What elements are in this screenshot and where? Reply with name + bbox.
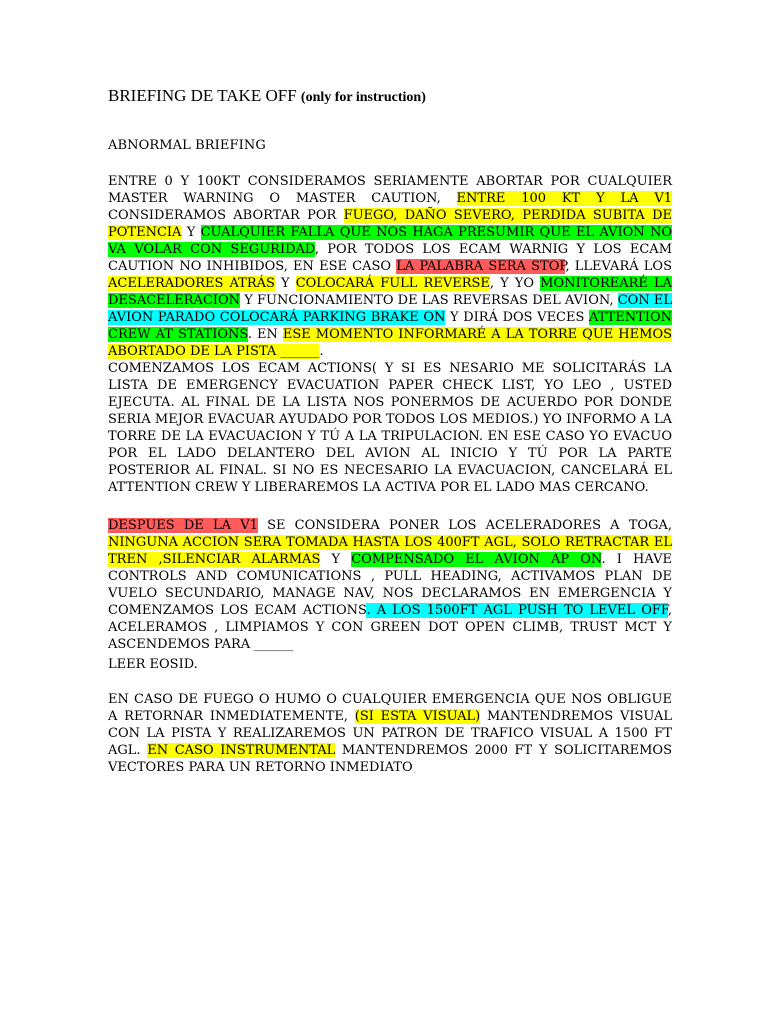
text-run: , Y YO	[489, 276, 541, 291]
highlight-yellow: FUEGO, DAÑO SEVERO, PERDIDA SUBITA DE POTENCIA	[108, 208, 672, 240]
highlight-yellow: NINGUNA ACCION SERA TOMADA HASTA LOS 400FT AGL, SOLO RETRACTAR EL TREN ,SILENCIAR ALARMAS	[108, 535, 672, 567]
paragraph-fire-smoke	[108, 691, 672, 776]
highlight-red: DESPUES DE LA V1	[108, 518, 258, 533]
highlight-green: COMPENSADO EL AVION AP ON	[351, 552, 602, 567]
paragraph-after-v1	[108, 517, 672, 653]
title-subtitle: (only for instruction)	[300, 90, 426, 105]
text-run: .	[319, 344, 324, 359]
text-run: Y	[274, 276, 296, 291]
text-run: SE CONSIDERA PONER LOS ACELERADORES A TOGA,	[257, 518, 672, 533]
highlight-yellow: ACELERADORES ATRÁS	[108, 276, 275, 291]
highlight-yellow: EN CASO INSTRUMENTAL	[147, 743, 336, 758]
text-run: MANTENDREMOS VISUAL CON LA PISTA Y REALIZAREMOS UN PATRON DE TRAFICO VISUAL A 1500 FT AGL.	[108, 709, 672, 758]
highlight-cyan: . A LOS 1500FT AGL PUSH TO LEVEL OFF	[366, 603, 668, 618]
text-run: . I HAVE CONTROLS AND COMUNICATIONS , PULL HEADING, ACTIVAMOS PLAN DE VUELO SECUNDARIO, MANAGE NAV, NOS DECLARAMOS EN EMERGENCIA Y COMENZAMOS LOS ECAM ACTIONS	[108, 552, 672, 618]
text-run: , LLEVARÁ LOS	[565, 259, 672, 274]
text-run: , ACELERAMOS , LIMPIAMOS Y CON GREEN DOT OPEN CLIMB, TRUST MCT Y ASCENDEMOS PARA ______	[108, 603, 673, 652]
highlight-green: MONITOREARÉ LA DESACELERACION	[108, 276, 673, 308]
paragraph-abort-before-v1	[108, 173, 672, 496]
highlight-cyan: CON EL AVION PARADO COLOCARÁ PARKING BRAKE ON	[108, 293, 673, 325]
text-run: Y	[181, 225, 201, 240]
text-run: COMENZAMOS LOS ECAM ACTIONS( Y SI ES NESARIO ME SOLICITARÁS LA LISTA DE EMERGENCY EVACUATION PAPER CHECK LIST, YO LEO , USTED EJECUTA. AL FINAL DE LA LISTA NOS PONERMOS DE ACUERDO POR DONDE SERIA MEJOR EVACUAR AYUDADO POR TODOS LOS MEDIOS.) YO INFORMO A LA TORRE DE LA EVACUACION Y TÚ A LA TRIPULACION. EN ESE CASO YO EVACUO POR EL LADO DELANTERO DEL AVION AL INICIO Y TÚ POR LA PARTE POSTERIOR AL FINAL. SI NO ES NECESARIO LA EVACUACION, CANCELARÁ EL ATTENTION CREW Y LIBERAREMOS LA ACTIVA POR EL LADO MAS CERCANO.	[108, 361, 672, 495]
highlight-green: CUALQUIER FALLA QUE NOS HAGA PRESUMIR QUE EL AVION NO VA VOLAR CON SEGURIDAD	[108, 225, 672, 257]
highlight-yellow: ENTRE 100 KT Y LA V1	[456, 191, 672, 206]
text-run: , POR TODOS LOS ECAM WARNIG Y LOS ECAM CAUTION NO INHIBIDOS, EN ESE CASO	[108, 242, 672, 274]
text-run: Y DIRÁ DOS VECES	[445, 310, 590, 325]
text-run: Y FUNCIONAMIENTO DE LAS REVERSAS DEL AVION,	[240, 293, 618, 308]
section-heading: ABNORMAL BRIEFING	[108, 138, 266, 153]
text-run: CONSIDERAMOS ABORTAR POR	[108, 208, 344, 223]
text-run: MANTENDREMOS 2000 FT Y SOLICITAREMOS VECTORES PARA UN RETORNO INMEDIATO	[108, 743, 673, 775]
paragraph-leer-eosid: LEER EOSID.	[108, 657, 198, 672]
text-run: ENTRE 0 Y 100KT CONSIDERAMOS SERIAMENTE ABORTAR POR CUALQUIER MASTER WARNING O MASTER CAUTION,	[108, 174, 672, 206]
highlight-yellow: (SI ESTA VISUAL)	[354, 709, 481, 724]
text-run: . EN	[247, 327, 283, 342]
text-run: EN CASO DE FUEGO O HUMO O CUALQUIER EMERGENCIA QUE NOS OBLIGUE A RETORNAR INMEDIATEMENTE,	[108, 692, 672, 724]
highlight-yellow: ESE MOMENTO INFORMARÉ A LA TORRE QUE HEMOS ABORTADO DE LA PISTA ______	[108, 327, 673, 359]
title-main: BRIEFING DE TAKE OFF	[108, 86, 297, 105]
highlight-yellow: COLOCARÁ FULL REVERSE	[295, 276, 490, 291]
highlight-green: ATTENTION CREW AT STATIONS	[108, 310, 672, 342]
text-run: Y	[320, 552, 352, 567]
document-title	[108, 86, 426, 106]
highlight-red: LA PALABRA SERA STOP	[396, 259, 566, 274]
